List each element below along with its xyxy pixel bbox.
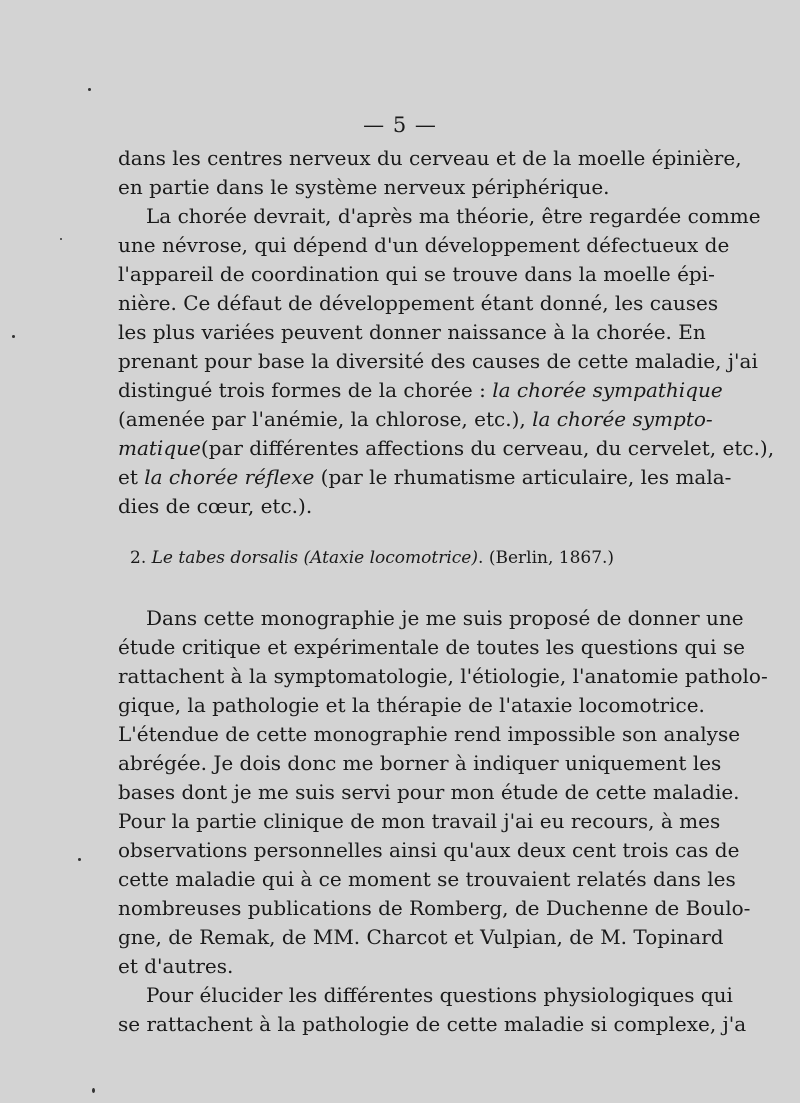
text-line <box>118 405 713 433</box>
text-line: L'étendue de cette monographie rend impossible son analyse <box>118 722 741 746</box>
footnote-details: . (Berlin, 1867.) <box>478 548 615 568</box>
text-run: distingué trois formes de la chorée : <box>118 378 493 402</box>
text-line <box>118 376 723 404</box>
text-line: gne, de Remak, de MM. Charcot et Vulpian, de M. Topinard <box>118 925 724 949</box>
italic-text: matique <box>118 436 201 460</box>
italic-text: la chorée réflexe <box>144 465 315 489</box>
text-line: l'appareil de coordination qui se trouve dans la moelle épi- <box>118 262 715 286</box>
speck <box>92 1088 95 1093</box>
text-line: Pour la partie clinique de mon travail j'ai eu recours, à mes <box>118 809 721 833</box>
page-number: — 5 — <box>363 113 437 137</box>
italic-text: la chorée sympathique <box>492 378 723 402</box>
text-run: et <box>118 465 145 489</box>
text-line: les plus variées peuvent donner naissance à la chorée. En <box>118 320 706 344</box>
text-line: Dans cette monographie je me suis proposé de donner une <box>146 606 744 630</box>
footnote-number: 2. <box>130 548 147 568</box>
text-line: cette maladie qui à ce moment se trouvaient relatés dans les <box>118 867 736 891</box>
text-line: abrégée. Je dois donc me borner à indiquer uniquement les <box>118 751 722 775</box>
text-line: et d'autres. <box>118 954 234 978</box>
text-line: rattachent à la symptomatologie, l'étiologie, l'anatomie patholo- <box>118 664 768 688</box>
text-line: Pour élucider les différentes questions physiologiques qui <box>146 983 733 1007</box>
text-line: étude critique et expérimentale de toutes les questions qui se <box>118 635 745 659</box>
text-line: gique, la pathologie et la thérapie de l'ataxie locomotrice. <box>118 693 705 717</box>
text-line: prenant pour base la diversité des causes de cette maladie, j'ai <box>118 349 758 373</box>
speck <box>12 335 15 338</box>
italic-text: la chorée sympto- <box>532 407 713 431</box>
text-run: (par le rhumatisme articulaire, les mala- <box>314 465 732 489</box>
text-line <box>118 463 732 491</box>
speck <box>88 88 91 91</box>
text-line: nombreuses publications de Romberg, de Duchenne de Boulo- <box>118 896 751 920</box>
text-line: observations personnelles ainsi qu'aux deux cent trois cas de <box>118 838 740 862</box>
text-line: en partie dans le système nerveux périphérique. <box>118 175 610 199</box>
text-line: une névrose, qui dépend d'un développement défectueux de <box>118 233 730 257</box>
text-line: nière. Ce défaut de développement étant donné, les causes <box>118 291 719 315</box>
text-line: se rattachent à la pathologie de cette maladie si complexe, j'a <box>118 1012 747 1036</box>
text-line: dans les centres nerveux du cerveau et de la moelle épinière, <box>118 146 742 170</box>
footnote <box>130 548 614 568</box>
footnote-subtitle: (Ataxie locomotrice) <box>303 548 479 568</box>
text-run: (par différentes affections du cerveau, du cervelet, etc.), <box>200 436 775 460</box>
text-line: dies de cœur, etc.). <box>118 494 313 518</box>
text-line: La chorée devrait, d'après ma théorie, être regardée comme <box>146 204 761 228</box>
speck <box>78 858 81 861</box>
text-line: bases dont je me suis servi pour mon étude de cette maladie. <box>118 780 740 804</box>
text-line <box>118 434 775 462</box>
text-run: (amenée par l'anémie, la chlorose, etc.), <box>118 407 533 431</box>
footnote-title: Le tabes dorsalis <box>151 548 299 568</box>
speck <box>60 238 62 240</box>
